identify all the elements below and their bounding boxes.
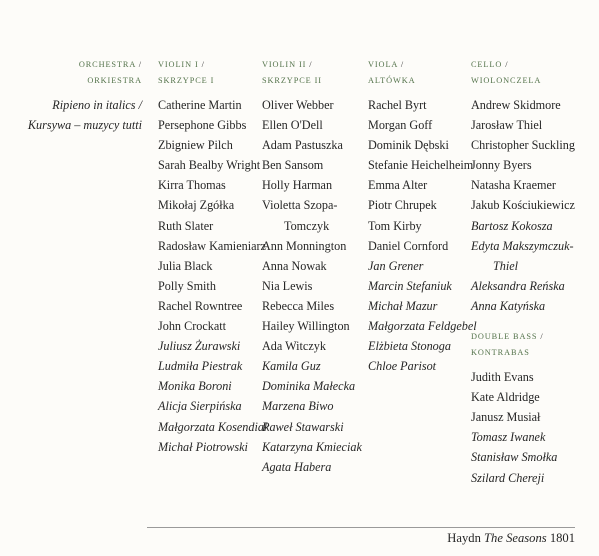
musician-name: Radosław Kamieniarz — [158, 238, 266, 253]
musician-name: Anna Nowak — [262, 258, 327, 273]
musician-name: Holly Harman — [262, 178, 333, 193]
musician-name: Stefanie Heichelheim — [368, 158, 474, 173]
violin1-label-pl: SKRZYPCE I — [158, 76, 215, 85]
cello-names — [471, 95, 575, 316]
musician-name: Emma Alter — [368, 178, 428, 193]
viola-names — [368, 95, 477, 376]
musician-name: Judith Evans — [471, 370, 534, 385]
musician-name: Michał Piotrowski — [158, 439, 248, 454]
footer-composer: Haydn — [447, 531, 481, 545]
musician-name: Piotr Chrupek — [368, 198, 437, 213]
cello-label-en: CELLO / — [471, 60, 509, 69]
ripieno-note — [28, 95, 142, 135]
musician-name: Aleksandra Reńska — [471, 278, 565, 293]
musician-name: Katarzyna Kmieciak — [262, 439, 362, 454]
section-spacer — [471, 316, 575, 329]
musician-name: Julia Black — [158, 258, 213, 273]
musician-name: Polly Smith — [158, 278, 216, 293]
viola-column — [368, 57, 477, 376]
musician-name: Małgorzata Kosendiak — [158, 419, 270, 434]
bass-label-en: DOUBLE BASS / — [471, 332, 544, 342]
musician-name: Hailey Willington — [262, 319, 350, 334]
musician-name: Jarosław Thiel — [471, 118, 543, 133]
musician-name: Natasha Kraemer — [471, 178, 556, 193]
musician-name: Thiel — [493, 258, 519, 273]
musician-name: Ben Sansom — [262, 158, 324, 173]
musician-name: Andrew Skidmore — [471, 98, 561, 112]
musician-name: Zbigniew Pilch — [158, 138, 233, 153]
violin2-names — [262, 95, 362, 477]
musician-name: Janusz Musiał — [471, 410, 541, 425]
musician-name: Marzena Biwo — [262, 399, 334, 414]
musician-name: Sarah Bealby Wright — [158, 158, 261, 173]
musician-name: Ann Monnington — [262, 238, 347, 253]
musician-name: Elżbieta Stonoga — [368, 339, 451, 354]
musician-name: Jonny Byers — [471, 158, 532, 173]
musician-name: Mikołaj Zgółka — [158, 198, 235, 213]
cello-column — [471, 57, 575, 488]
orchestra-label-en: ORCHESTRA / — [78, 60, 142, 69]
musician-name: Ellen O'Dell — [262, 118, 323, 133]
musician-name: Persephone Gibbs — [158, 118, 247, 133]
ripieno-note-en: Ripieno in italics / — [52, 98, 142, 112]
musician-name: Alicja Sierpińska — [158, 399, 242, 414]
cello-label-pl: WIOLONCZELA — [471, 76, 542, 85]
musician-name: Dominik Dębski — [368, 138, 449, 153]
musician-name: Agata Habera — [262, 459, 332, 474]
musician-name: Adam Pastuszka — [262, 138, 343, 153]
musician-name: Kirra Thomas — [158, 178, 226, 193]
musician-name: Ruth Slater — [158, 218, 214, 233]
musician-name: Rachel Rowntree — [158, 298, 243, 313]
musician-name: Monika Boroni — [158, 379, 232, 394]
bass-label-pl: KONTRABAS — [471, 348, 530, 358]
musician-name: Szilard Chereji — [471, 470, 545, 485]
musician-name: John Crockatt — [158, 319, 227, 334]
musician-name: Kate Aldridge — [471, 390, 540, 405]
musician-name: Oliver Webber — [262, 98, 334, 112]
musician-name: Rebecca Miles — [262, 298, 335, 313]
violin1-names — [158, 95, 269, 457]
page-footer — [447, 531, 575, 546]
musician-name: Ludmiła Piestrak — [158, 359, 243, 374]
orchestra-section — [28, 57, 142, 135]
musician-name: Catherine Martin — [158, 98, 242, 112]
musician-name: Morgan Goff — [368, 118, 433, 133]
footer-rule — [147, 527, 575, 528]
musician-name: Christopher Suckling — [471, 138, 575, 153]
musician-name: Paweł Stawarski — [262, 419, 344, 434]
footer-title: The Seasons — [484, 531, 547, 545]
musician-name: Rachel Byrt — [368, 98, 427, 112]
musician-name: Juliusz Żurawski — [158, 339, 241, 354]
violin1-label-en: VIOLIN I / — [158, 60, 205, 69]
viola-label-en: VIOLA / — [368, 60, 405, 69]
musician-name: Violetta Szopa- — [262, 198, 338, 213]
musician-name: Chloe Parisot — [368, 359, 437, 374]
musician-name: Tomczyk — [284, 218, 330, 233]
musician-name: Nia Lewis — [262, 278, 313, 293]
viola-label-pl: ALTÓWKA — [368, 76, 416, 85]
musician-name: Kamila Guz — [262, 359, 321, 374]
ripieno-note-pl: Kursywa – muzycy tutti — [27, 118, 142, 133]
orchestra-label-pl: ORKIESTRA — [87, 76, 142, 85]
bass-names — [471, 367, 575, 488]
musician-name: Ada Witczyk — [262, 339, 326, 354]
musician-name: Michał Mazur — [368, 298, 438, 313]
musician-name: Bartosz Kokosza — [471, 218, 553, 233]
musician-name: Dominika Małecka — [262, 379, 356, 394]
musician-name: Anna Katyńska — [471, 298, 546, 313]
musician-name: Tomasz Iwanek — [471, 430, 546, 445]
violin2-label-en: VIOLIN II / — [262, 60, 313, 69]
musician-name: Tom Kirby — [368, 218, 422, 233]
musician-name: Jan Grener — [368, 258, 424, 273]
footer-year: 1801 — [549, 531, 575, 545]
violin1-column — [158, 57, 269, 457]
musician-name: Marcin Stefaniuk — [368, 278, 452, 293]
musician-name: Jakub Kościukiewicz — [471, 198, 575, 213]
violin2-label-pl: SKRZYPCE II — [262, 76, 322, 85]
musician-name: Daniel Cornford — [368, 238, 449, 253]
musician-name: Edyta Makszymczuk- — [471, 238, 574, 253]
violin2-column — [262, 57, 362, 477]
musician-name: Małgorzata Feldgebel — [368, 319, 477, 334]
musician-name: Stanisław Smołka — [471, 450, 558, 465]
